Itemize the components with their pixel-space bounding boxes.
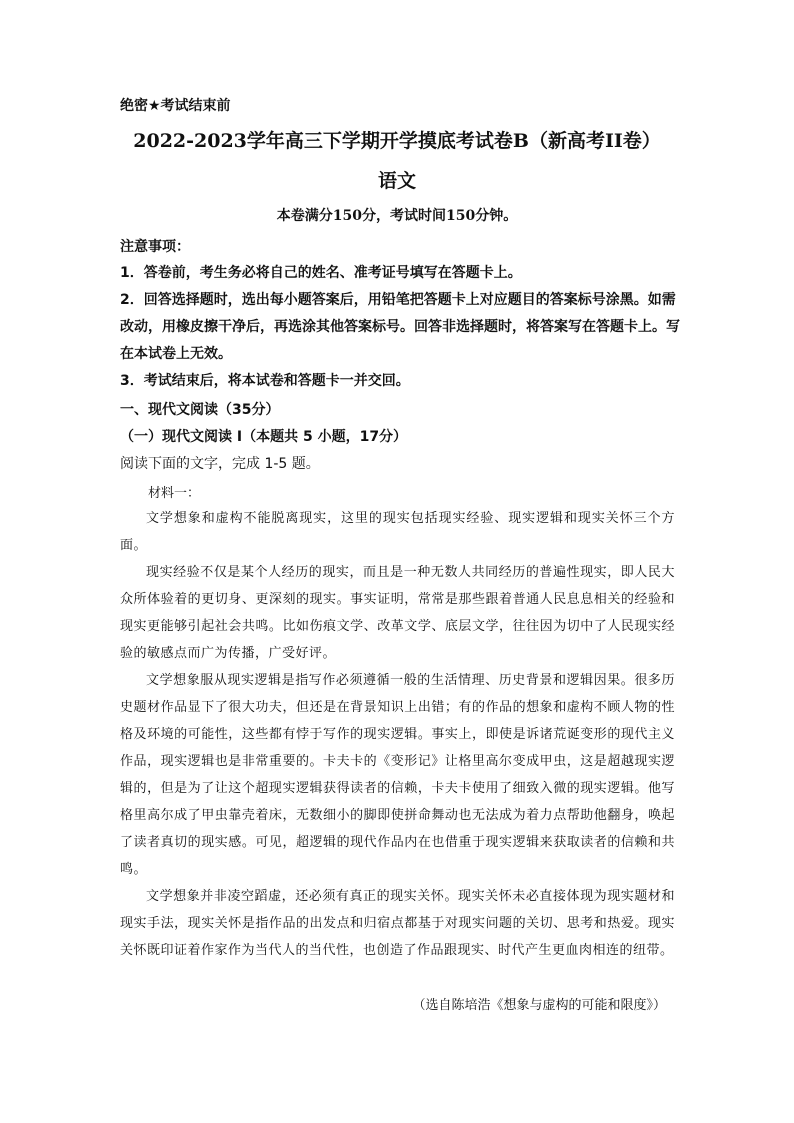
- notice-item: 1．答卷前，考生务必将自己的姓名、准考证号填写在答题卡上。: [120, 265, 522, 281]
- article-paragraph: 文学想象和虚构不能脱离现实，这里的现实包括现实经验、现实逻辑和现实关怀三个方面。: [120, 511, 675, 553]
- notice-block: [120, 234, 680, 395]
- reading-instruction: 阅读下面的文字，完成 1-5 题。: [120, 456, 320, 472]
- article-body: [120, 505, 675, 964]
- article-paragraph: 现实经验不仅是某个人经历的现实，而且是一种无数人共同经历的普遍性现实，即人民大众所体验着的更切身、更深刻的现实。事实证明，常常是那些跟着普通人民息息相关的经验和现实更能够引起社会共鸣。比如伤痕文学、改革文学、底层文学，往往因为切中了人民现实经验的敏感点而广为传播，广受好评。: [120, 565, 675, 661]
- section-title: 一、现代文阅读（35分）: [120, 402, 280, 418]
- material-label: 材料一：: [148, 486, 201, 501]
- secret-label: 绝密★考试结束前: [120, 98, 231, 114]
- subject-title: 语文: [377, 170, 416, 192]
- exam-meta: 本卷满分150分，考试时间150分钟。: [276, 208, 518, 224]
- notice-item: 2．回答选择题时，选出每小题答案后，用铅笔把答题卡上对应题目的答案标号涂黑。如需改动，用橡皮擦干净后，再选涂其他答案标号。回答非选择题时，将答案写在答题卡上。写在本试卷上无效。: [120, 292, 680, 362]
- article-source: （选自陈培浩《想象与虚构的可能和限度》）: [412, 998, 666, 1013]
- notice-item: 3．考试结束后，将本试卷和答题卡一并交回。: [120, 373, 410, 389]
- article-paragraph: 文学想象并非凌空蹈虚，还必须有真正的现实关怀。现实关怀未必直接体现为现实题材和现实手法，现实关怀是指作品的出发点和归宿点都基于对现实问题的关切、思考和热爱。现实关怀既印证着作家作为当代人的当代性，也创造了作品跟现实、时代产生更血肉相连的纽带。: [120, 889, 675, 958]
- subsection-title: （一）现代文阅读 I（本题共 5 小题，17分）: [120, 429, 408, 445]
- notice-heading: 注意事项：: [120, 239, 190, 255]
- article-paragraph: 文学想象服从现实逻辑是指写作必须遵循一般的生活情理、历史背景和逻辑因果。很多历史题材作品显下了很大功夫，但还是在背景知识上出错；有的作品的想象和虚构不顾人物的性格及环境的可能性，这些都有悖于写作的现实逻辑。事实上，即使是诉诸荒诞变形的现代主义作品，现实逻辑也是非常重要的。卡夫卡的《变形记》让格里高尔变成甲虫，这是超越现实逻辑的，但是为了让这个超现实逻辑获得读者的信赖，卡夫卡使用了细致入微的现实逻辑。他写格里高尔成了甲虫靠壳着床，无数细小的脚即使拼命舞动也无法成为着力点帮助他翻身，唤起了读者真切的现实感。可见，超逻辑的现代作品内在也借重于现实逻辑来获取读者的信赖和共鸣。: [120, 673, 675, 877]
- exam-title: 2022-2023学年高三下学期开学摸底考试卷B（新高考II卷）: [133, 130, 661, 152]
